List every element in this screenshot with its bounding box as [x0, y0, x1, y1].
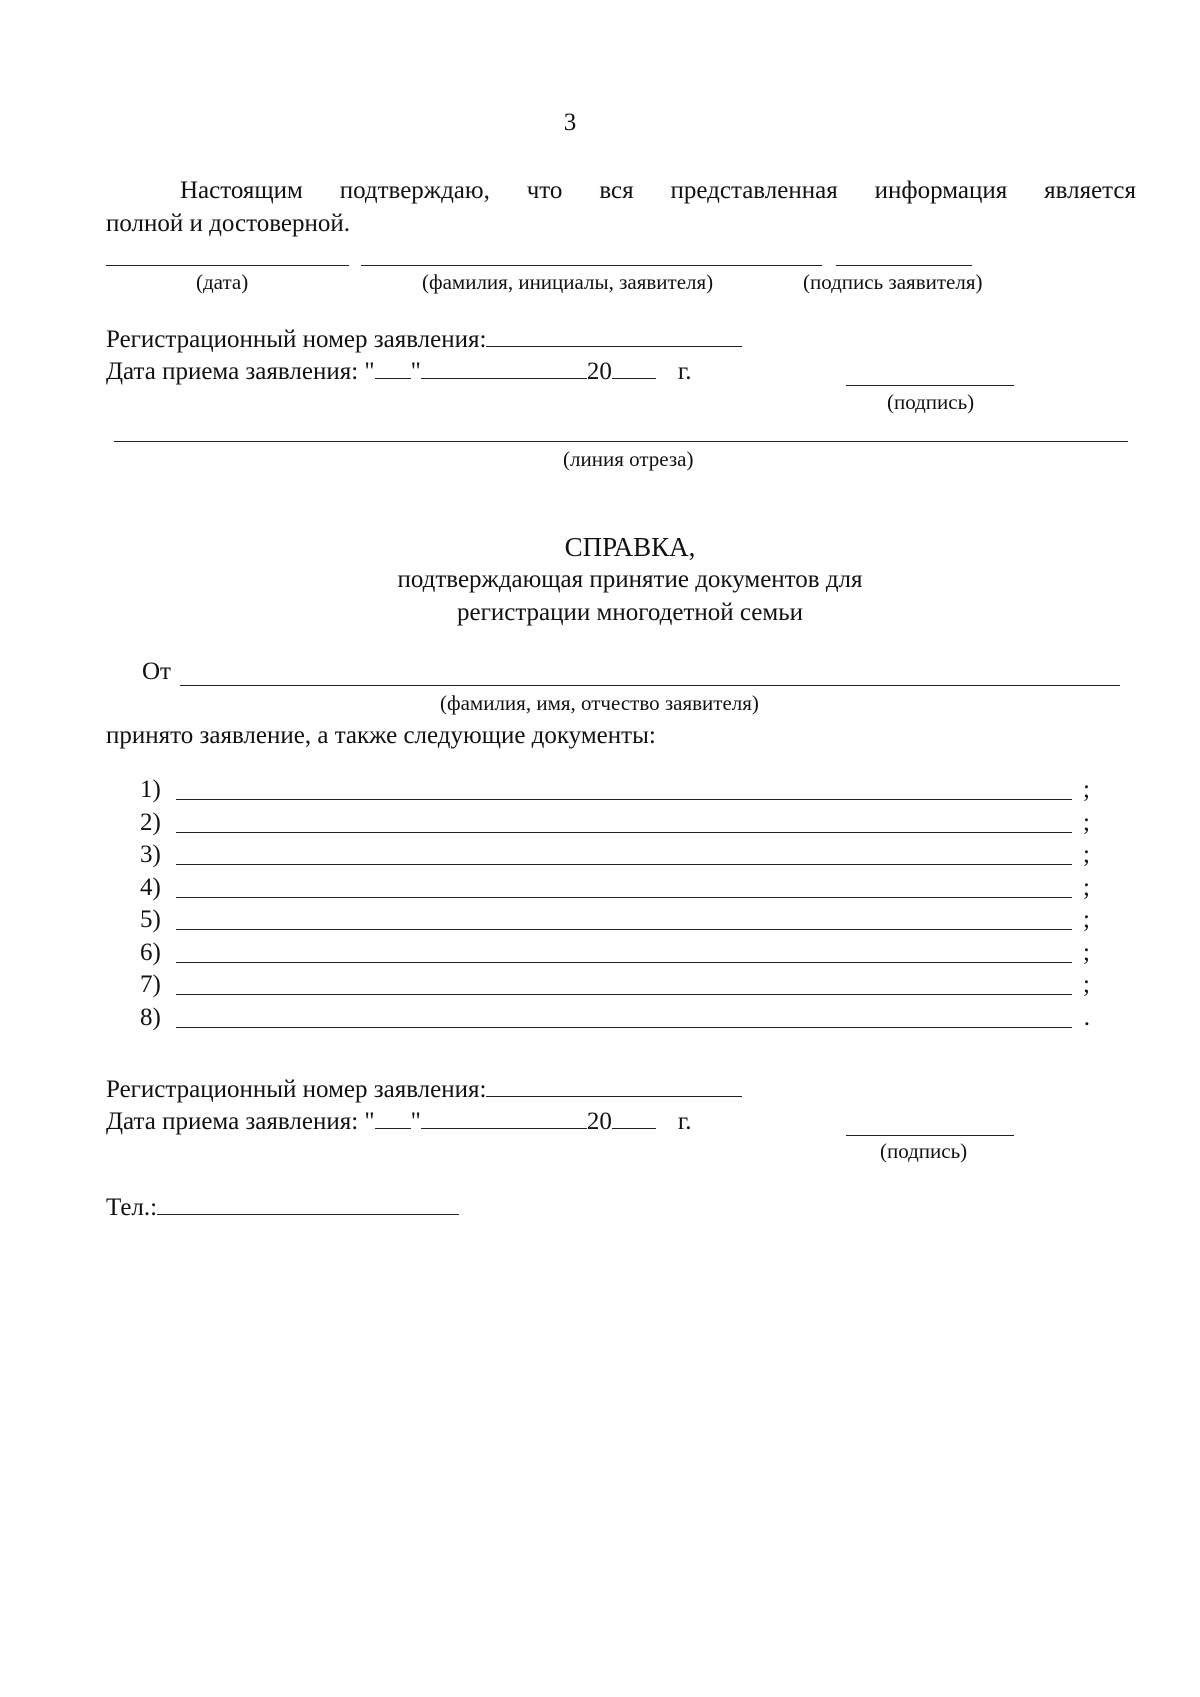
applicant-signature-field[interactable] [836, 265, 972, 266]
year-suffix: г. [677, 1108, 692, 1135]
document-item-number: 4) [140, 873, 161, 901]
document-item [130, 808, 1090, 838]
receiver-signature-field[interactable] [846, 385, 1014, 386]
phone-label: Тел.: [106, 1194, 158, 1221]
phone-row [106, 1193, 459, 1223]
document-item-field[interactable] [176, 864, 1072, 865]
document-item-field[interactable] [176, 994, 1072, 995]
document-item-terminator: ; [1083, 938, 1090, 966]
document-item-number: 5) [140, 906, 161, 933]
cut-line [114, 441, 1128, 442]
document-item-terminator: ; [1083, 873, 1090, 901]
document-item-terminator: ; [1083, 841, 1090, 868]
year-prefix: 20 [586, 1108, 612, 1135]
reg-number-row-top [106, 325, 742, 355]
document-item-terminator: ; [1083, 808, 1090, 836]
quote-close: " [410, 358, 421, 385]
month-field[interactable] [421, 1127, 587, 1129]
document-item-terminator: ; [1083, 906, 1090, 933]
document-item [130, 1003, 1090, 1033]
reg-number-row-bottom [106, 1075, 742, 1105]
document-item-number: 7) [140, 971, 161, 998]
receiver-signature-caption-bottom: (подпись) [880, 1139, 968, 1163]
document-item-number: 2) [140, 808, 161, 836]
reg-number-label: Регистрационный номер заявления: [106, 1076, 487, 1103]
document-item-field[interactable] [176, 897, 1072, 898]
reception-date-row-bottom [106, 1107, 692, 1137]
certificate-subtitle-line-2: регистрации многодетной семьи [457, 599, 803, 626]
reg-number-label: Регистрационный номер заявления: [106, 326, 487, 353]
document-item-number: 6) [140, 938, 161, 966]
reception-date-label: Дата приема заявления: " [106, 358, 375, 385]
document-item-number: 3) [140, 841, 161, 868]
applicant-name-field[interactable] [361, 265, 822, 266]
cut-line-caption: (линия отреза) [563, 447, 694, 471]
certificate-title: СПРАВКА, [564, 532, 696, 562]
document-item [130, 905, 1090, 935]
year-field[interactable] [612, 1127, 656, 1129]
applicant-full-name-caption: (фамилия, имя, отчество заявителя) [440, 691, 759, 715]
day-field[interactable] [375, 377, 411, 379]
reception-date-row-top [106, 357, 692, 387]
document-item [130, 840, 1090, 870]
document-item [130, 873, 1090, 903]
year-suffix: г. [677, 358, 692, 385]
applicant-full-name-field[interactable] [180, 685, 1120, 686]
document-item-number: 1) [140, 776, 161, 803]
document-item [130, 938, 1090, 968]
confirmation-line-1: Настоящим подтверждаю, что вся представленная информация является [180, 177, 1136, 204]
date-field[interactable] [106, 265, 349, 266]
document-item-number: 8) [140, 1003, 161, 1031]
document-item [130, 970, 1090, 1000]
year-field[interactable] [612, 377, 656, 379]
document-item-field[interactable] [176, 832, 1072, 833]
document-item-terminator: ; [1083, 971, 1090, 998]
reception-date-label: Дата приема заявления: " [106, 1108, 375, 1135]
receiver-signature-caption: (подпись) [887, 390, 975, 414]
reg-number-field[interactable] [486, 345, 742, 347]
document-item-field[interactable] [176, 799, 1072, 800]
applicant-signature-caption: (подпись заявителя) [803, 270, 983, 294]
reg-number-field[interactable] [486, 1095, 742, 1097]
document-item-terminator: . [1083, 1003, 1090, 1031]
page-number: 3 [563, 109, 577, 136]
document-item-field[interactable] [176, 962, 1072, 963]
document-item-field[interactable] [176, 1027, 1072, 1028]
certificate-subtitle-line-1: подтверждающая принятие документов для [397, 566, 863, 593]
year-prefix: 20 [586, 358, 612, 385]
date-caption: (дата) [196, 270, 249, 294]
applicant-name-caption: (фамилия, инициалы, заявителя) [422, 270, 714, 294]
document-item [130, 775, 1090, 805]
phone-field[interactable] [157, 1213, 459, 1215]
accepted-documents-text: принято заявление, а также следующие документы: [106, 722, 656, 749]
from-label: От [142, 658, 171, 685]
receiver-signature-field-bottom[interactable] [846, 1135, 1014, 1136]
confirmation-line-2: полной и достоверной. [106, 210, 350, 237]
day-field[interactable] [375, 1127, 411, 1129]
month-field[interactable] [421, 377, 587, 379]
document-item-terminator: ; [1083, 776, 1090, 803]
document-item-field[interactable] [176, 929, 1072, 930]
quote-close: " [410, 1108, 421, 1135]
